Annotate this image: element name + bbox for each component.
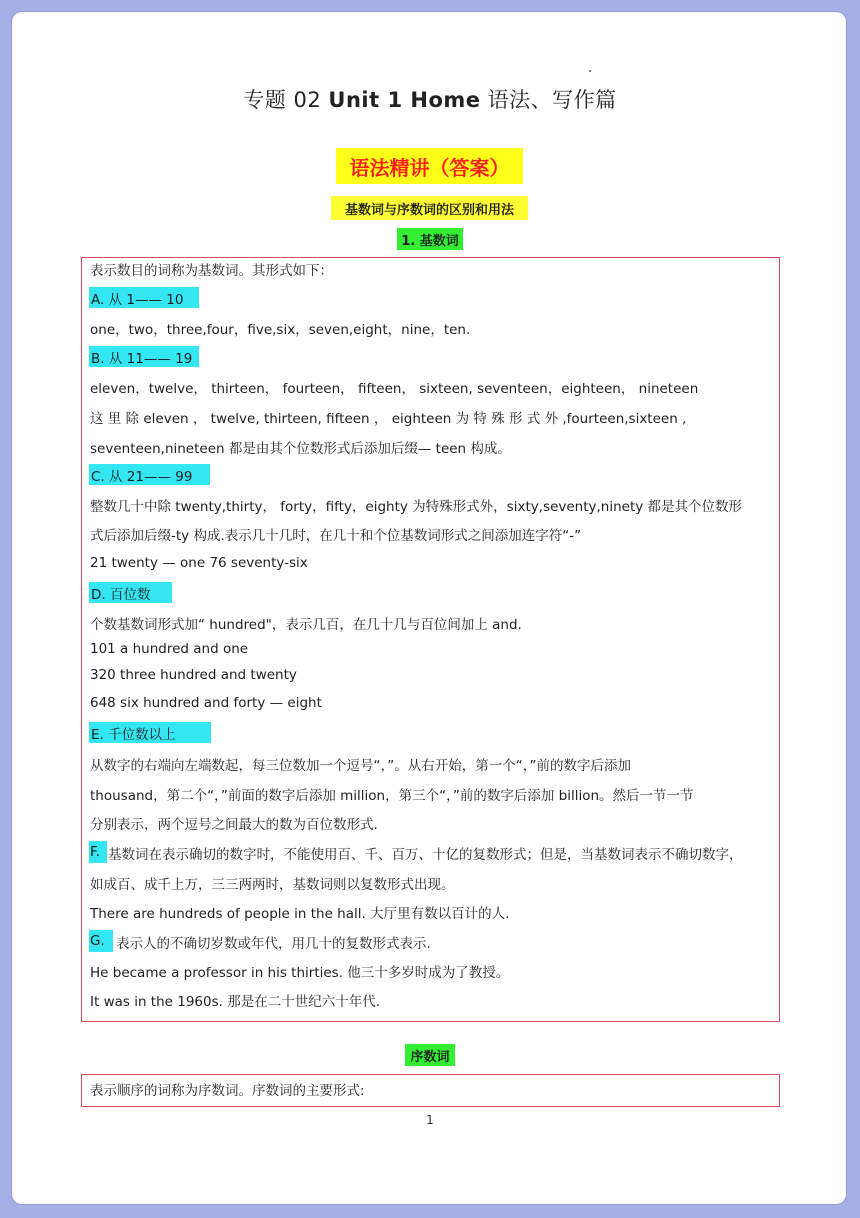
page-number: 1 bbox=[426, 1113, 434, 1127]
line-f2: 如成百、成千上万，三三两两时，基数词则以复数形式出现。 bbox=[90, 877, 455, 893]
line-e3: 分别表示，两个逗号之间最大的数为百位数形式. bbox=[90, 817, 378, 833]
line-g2: He became a professor in his thirties. 他三十多岁时成为了教授。 bbox=[90, 965, 510, 981]
line-c1: 整数几十中除 twenty,thirty， forty，fifty，eighty 为特殊形式外，sixty,seventy,ninety 都是其个位数形 bbox=[90, 499, 743, 515]
line-d1: 个数基数词形式加“ hundred"，表示几百，在几十几与百位间加上 and. bbox=[90, 617, 522, 633]
page-title: 专题 02 Unit 1 Home 语法、写作篇 bbox=[243, 88, 617, 112]
cardinal-intro: 表示数目的词称为基数词。其形式如下： bbox=[90, 263, 333, 279]
line-a: one，two，three,four，five,six，seven,eight，nine，ten. bbox=[90, 322, 471, 338]
line-f1: 基数词在表示确切的数字时，不能使用百、千、百万、十亿的复数形式；但是，当基数词表示不确切数字， bbox=[108, 847, 743, 863]
line-e1: 从数字的右端向左端数起，每三位数加一个逗号“，”。从右开始，第一个“，”前的数字后添加 bbox=[90, 758, 631, 774]
label-f: F. bbox=[89, 841, 107, 863]
line-g3: It was in the 1960s. 那是在二十世纪六十年代. bbox=[90, 994, 381, 1010]
grammar-subheading: 基数词与序数词的区别和用法 bbox=[331, 196, 528, 220]
label-b: B. 从 11—— 19 bbox=[89, 346, 199, 367]
label-a: A. 从 1—— 10 bbox=[89, 287, 199, 308]
ordinal-intro: 表示顺序的词称为序数词。序数词的主要形式: bbox=[90, 1083, 365, 1099]
section-cardinal-label: 1. 基数词 bbox=[397, 228, 463, 250]
line-b2: 这 里 除 eleven ， twelve, thirteen, fifteen ， eighteen 为 特 殊 形 式 外 ,fourteen,sixteen , bbox=[90, 411, 687, 427]
line-f3: There are hundreds of people in the hall. 大厅里有数以百计的人. bbox=[90, 906, 510, 922]
label-e: E. 千位数以上 bbox=[89, 722, 211, 743]
label-c: C. 从 21—— 99 bbox=[89, 464, 210, 485]
stray-mark bbox=[589, 70, 591, 72]
line-g1: 表示人的不确切岁数或年代，用几十的复数形式表示. bbox=[116, 936, 431, 952]
label-d: D. 百位数 bbox=[89, 582, 172, 603]
line-c3: 21 twenty — one 76 seventy-six bbox=[90, 555, 308, 571]
line-d3: 320 three hundred and twenty bbox=[90, 667, 297, 683]
grammar-heading: 语法精讲（答案） bbox=[336, 148, 523, 184]
line-d2: 101 a hundred and one bbox=[90, 641, 249, 657]
line-d4: 648 six hundred and forty — eight bbox=[90, 695, 322, 711]
label-g: G. bbox=[89, 930, 113, 952]
line-b1: eleven，twelve， thirteen， fourteen， fifteen， sixteen, seventeen，eighteen， nineteen bbox=[90, 381, 699, 397]
line-c2: 式后添加后缀-ty 构成.表示几十几时，在几十和个位基数词形式之间添加连字符“-” bbox=[90, 528, 582, 544]
section-ordinal-label: 序数词 bbox=[405, 1044, 455, 1066]
line-b3: seventeen,nineteen 都是由其个位数形式后添加后缀— teen 构成。 bbox=[90, 441, 511, 457]
line-e2: thousand，第二个“，”前面的数字后添加 million，第三个“，”前的数字后添加 billion。然后一节一节 bbox=[90, 788, 694, 804]
